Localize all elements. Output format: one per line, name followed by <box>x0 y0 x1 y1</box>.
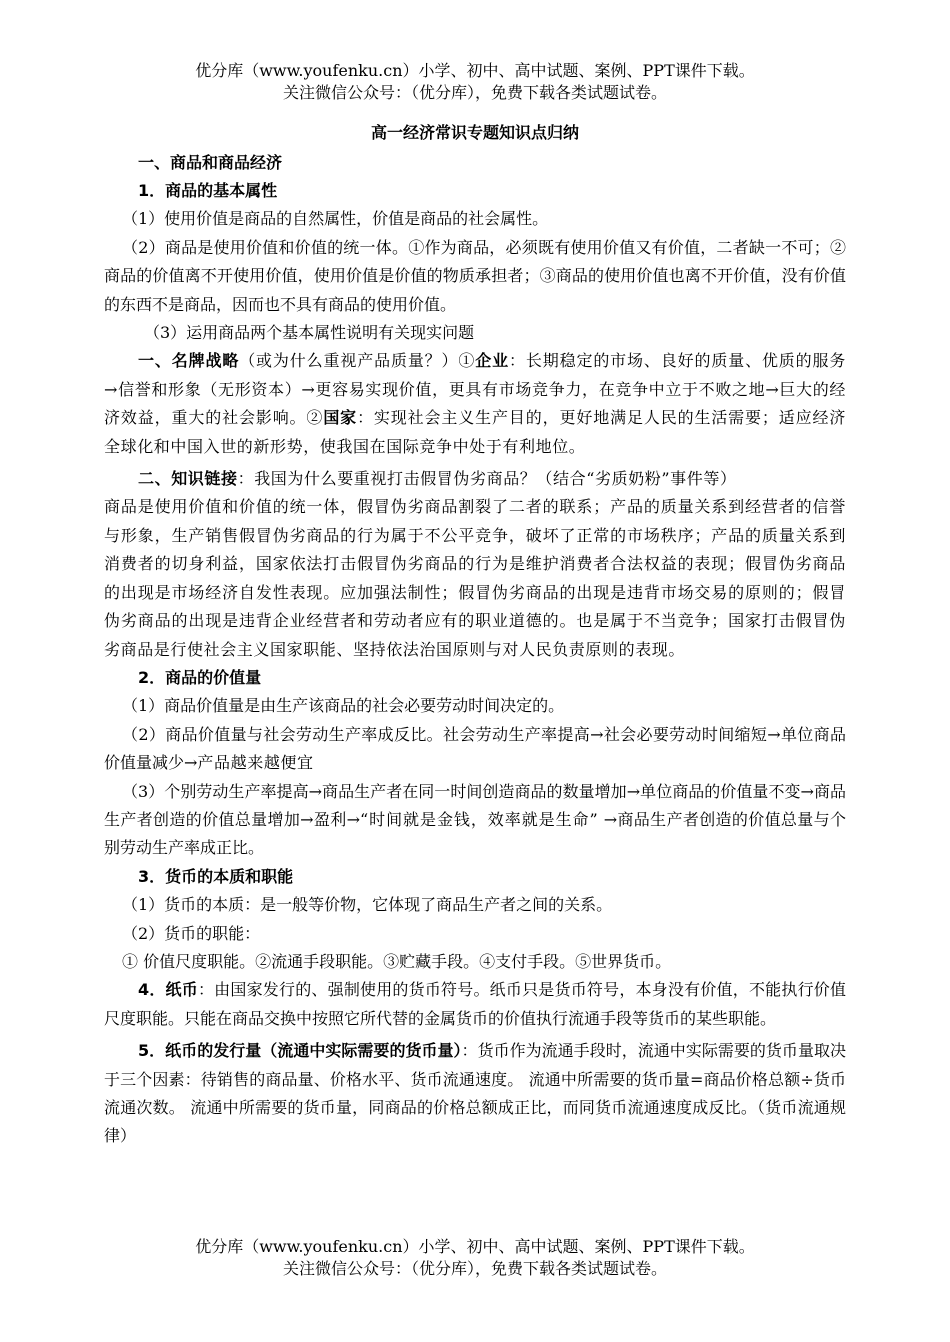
knowledge-link-q: ：我国为什么要重视打击假冒伪劣商品？（结合“劣质奶粉”事件等） <box>237 469 737 489</box>
paragraph-1-2-2 <box>104 721 846 778</box>
money-issue-text: ：货币作为流通手段时，流通中实际需要的货币量取决于三个因素：待销售的商品量、价格水平、货币流通速度。 流通中所需要的货币量=商品价格总额÷货币流通次数。 流通中所需要的货币量，同商品的价格总额成正比，而同货币流通速度成反比。（货币流通规律） <box>104 1041 846 1146</box>
subheading-1-2: 2．商品的价值量 <box>138 667 262 687</box>
footer-line-2: 关注微信公众号：（优分库），免费下载各类试题试卷。 <box>282 1259 667 1278</box>
knowledge-link-label: 二、知识链接 <box>138 469 238 489</box>
knowledge-link-text: 商品是使用价值和价值的统一体，假冒伪劣商品割裂了二者的联系；产品的质量关系到经营者的信誉与形象，生产销售假冒伪劣商品的行为属于不公平竞争，破坏了正常的市场秩序；产品的质量关系到消费者的切身利益，国家依法打击假冒伪劣商品的行为是维护消费者合法权益的表现；假冒伪劣商品的出现是市场经济自发性表现。应加强法制性；假冒伪劣商品的出现是违背市场交易的原则的；假冒伪劣商品的出现是违背企业经营者和劳动者应有的职业道德的。也是属于不当竞争；国家打击假冒伪劣商品是行使社会主义国家职能、坚持依法治国原则与对人民负责原则的表现。 <box>104 497 846 659</box>
page-header <box>0 60 950 104</box>
paragraph-1-3-1: （1）货币的本质：是一般等价物，它体现了商品生产者之间的关系。 <box>122 895 613 915</box>
paragraph-1-3-3: ① 价值尺度职能。②流通手段职能。③贮藏手段。④支付手段。⑤世界货币。 <box>122 951 672 971</box>
paragraph-1-1-1: （1）使用价值是商品的自然属性，价值是商品的社会属性。 <box>122 209 549 229</box>
paragraph-1-1-3: （3）运用商品两个基本属性说明有关现实问题 <box>144 323 475 343</box>
slogan-quote: “时间就是金钱，效率就是生命” <box>360 809 599 829</box>
state-label: 国家 <box>323 408 358 428</box>
paper-money-text: ：由国家发行的、强制使用的货币符号。纸币只是货币符号，本身没有价值，不能执行价值尺度职能。只能在商品交换中按照它所代替的金属货币的价值执行流通手段等货币的某些职能。 <box>104 980 846 1028</box>
paragraph-1-4 <box>104 976 846 1033</box>
brand-strategy-paragraph <box>104 347 846 461</box>
brand-strategy-label: 一、名牌战略 <box>138 351 240 371</box>
header-line-1: 优分库（www.youfenku.cn）小学、初中、高中试题、案例、PPT课件下载。 <box>195 61 755 80</box>
paragraph-1-2-3 <box>104 778 846 863</box>
paragraph-1-2-2-tail: 产品越来越便宜 <box>197 753 314 773</box>
paragraph-1-2-2-text: （2）商品价值量与社会劳动生产率成反比。社会劳动生产率提高→社会必要劳动时间缩短→单位商品价值量减少→ <box>104 724 846 773</box>
paragraph-1-2-3-tail: →商品生产者创造的价值总量与个别劳动生产率成正比。 <box>104 809 846 858</box>
brand-text-2: ：实现社会主义生产目的，更好地满足人民的生活需要；适应经济全球化和中国入世的新形势，使我国在国际竞争中处于有利地位。 <box>104 408 847 456</box>
paragraph-1-1-2: （2）商品是使用价值和价值的统一体。①作为商品，必须既有使用价值又有价值，二者缺一不可；②商品的价值离不开使用价值，使用价值是价值的物质承担者；③商品的使用价值也离不开价值，没有价值的东西不是商品，因而也不具有商品的使用价值。 <box>104 237 846 314</box>
money-issue-label: 5．纸币的发行量（流通中实际需要的货币量） <box>138 1041 462 1061</box>
subheading-1-1: 1．商品的基本属性 <box>138 181 278 200</box>
paragraph-1-3-2: （2）货币的职能： <box>122 923 261 943</box>
paragraph-1-2-3-text: （3）个别劳动生产率提高→商品生产者在同一时间创造商品的数量增加→单位商品的价值量不变→商品生产者创造的价值总量增加→盈利→ <box>104 781 846 829</box>
paragraph-1-2-1: （1）商品价值量是由生产该商品的社会必要劳动时间决定的。 <box>122 696 565 716</box>
header-line-2: 关注微信公众号：（优分库），免费下载各类试题试卷。 <box>282 83 667 102</box>
brand-text-1: ：长期稳定的市场、良好的质量、优质的服务→信誉和形象（无形资本）→更容易实现价值，更具有市场竞争力，在竞争中立于不败之地→巨大的经济效益，重大的社会影响。② <box>104 351 846 428</box>
enterprise-label: 企业 <box>475 351 509 371</box>
document-title: 高一经济常识专题知识点归纳 <box>370 123 579 142</box>
paper-money-label: 4．纸币 <box>138 980 198 1000</box>
subheading-1-3: 3．货币的本质和职能 <box>138 866 294 886</box>
footer-line-1: 优分库（www.youfenku.cn）小学、初中、高中试题、案例、PPT课件下载。 <box>195 1237 755 1256</box>
page-footer <box>0 1236 950 1280</box>
paragraph-1-5 <box>104 1037 846 1151</box>
document-body <box>104 118 846 1151</box>
knowledge-link-question <box>104 465 846 493</box>
brand-question: （或为什么重视产品质量？）① <box>239 351 476 371</box>
section-heading-1: 一、商品和商品经济 <box>138 153 283 172</box>
